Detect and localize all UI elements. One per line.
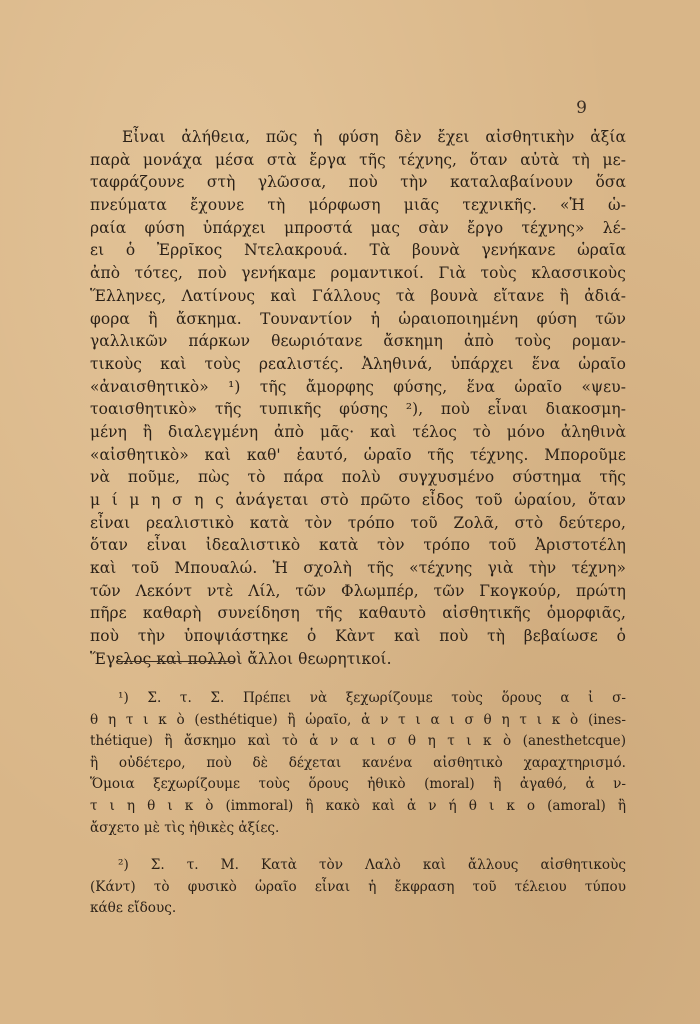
text-line: μένη ἢ διαλεγμένη ἀπὸ μᾶς· καὶ τέλος τὸ μόνο ἀληθινὰ <box>90 422 626 441</box>
text-line: νὰ ποῦμε, πὼς τὸ πάρα πολὺ συγχυσμένο σύστημα τῆς <box>90 468 626 487</box>
text-line: ἀπὸ τότες, ποὺ γενήκαμε ρομαντικοί. Γιὰ τοὺς κλασσικοὺς <box>90 264 626 283</box>
text-line: τικοὺς καὶ τοὺς ρεαλιστές. Ἀληθινά, ὑπάρχει ἕνα ὡραῖο <box>90 354 626 373</box>
text-line: παρὰ μονάχα μέσα στὰ ἔργα τῆς τέχνης, ὅταν αὐτὰ τὴ με- <box>90 150 626 169</box>
text-line: ταφράζουνε στὴ γλῶσσα, ποὺ τὴν καταλαβαίνουν ὅσα <box>90 173 626 192</box>
text-line: καὶ τοῦ Μπουαλώ. Ἡ σχολὴ τῆς «τέχνης γιὰ τὴν τέχνη» <box>90 559 626 578</box>
text-line: ὅταν εἶναι ἰδεαλιστικὸ κατὰ τὸν τρόπο τοῦ Ἀριστοτέλη <box>90 536 626 555</box>
text-line: μ ί μ η σ η ς ἀνάγεται στὸ πρῶτο εἶδος τοῦ ὡραίου, ὅταν <box>90 491 626 509</box>
footnote-1 <box>90 688 626 839</box>
footnote-line: θ η τ ι κ ὸ (esthétique) ἢ ὡραῖο, ἀ ν τ ι α ι σ θ η τ ι κ ὸ (ines- <box>90 711 626 728</box>
text-line: γαλλικῶν πάρκων θεωριότανε ἄσκημη ἀπὸ τοὺς ρομαν- <box>90 332 626 351</box>
footnote-line: κάθε εἴδους. <box>90 900 177 917</box>
text-line: εἶναι ρεαλιστικὸ κατὰ τὸν τρόπο τοῦ Ζολᾶ, στὸ δεύτερο, <box>90 513 626 532</box>
footnote-line: (Κάντ) τὸ φυσικὸ ὡραῖο εἶναι ἡ ἔκφραση τοῦ τέλειου τύπου <box>90 878 626 895</box>
text-line: τῶν Λεκόντ ντὲ Λίλ, τῶν Φλωμπέρ, τῶν Γκογκούρ, πρώτη <box>90 581 626 600</box>
text-line: Ἕλληνες, Λατίνους καὶ Γάλλους τὰ βουνὰ εἴτανε ἢ ἀδιά- <box>90 286 626 305</box>
text-line: ει ὁ Ἐρρῖκος Ντελακρουά. Τὰ βουνὰ γενήκανε ὡραῖα <box>90 241 626 260</box>
text-line: ποὺ τὴν ὑποψιάστηκε ὁ Κὰντ καὶ ποὺ τὴ βεβαίωσε ὁ <box>90 627 626 646</box>
footnote-separator <box>116 661 234 662</box>
text-line: τοαισθητικὸ» τῆς τυπικῆς φύσης ²), ποὺ εἶναι διακοσμη- <box>90 400 626 419</box>
footnote-2 <box>90 855 626 920</box>
text-line: Ἕγελος καὶ πολλοὶ ἄλλοι θεωρητικοί. <box>90 649 392 668</box>
footnote-line: Ὅμοια ξεχωρίζουμε τοὺς ὅρους ἠθικὸ (moral) ἢ ἀγαθό, ἀ ν- <box>90 776 626 793</box>
text-line: πνεύματα ἔχουνε τὴ μόρφωση μιᾶς τεχνικῆς. «Ἡ ὡ- <box>90 196 626 215</box>
footnote-line: ἄσχετο μὲ τὶς ἠθικὲς ἀξίες. <box>90 819 280 836</box>
text-line: φορα ἢ ἄσκημα. Τουναντίον ἡ ὡραιοποιημένη φύση τῶν <box>90 309 626 328</box>
main-text <box>90 126 626 671</box>
text-line: «ἀναισθητικὸ» ¹) τῆς ἄμορφης φύσης, ἕνα ὡραῖο «ψευ- <box>90 377 626 396</box>
text-line: «αἰσθητικὸ» καὶ καθ' ἑαυτό, ὡραῖο τῆς τέχνης. Μποροῦμε <box>90 445 626 464</box>
footnote-line: τ ι η θ ι κ ὸ (immoral) ἢ κακὸ καὶ ἀ ν ή θ ι κ ο (amoral) ἢ <box>90 797 626 814</box>
text-line: ραία φύση ὑπάρχει μπροστά μας σὰν ἔργο τέχνης» λέ- <box>90 218 626 237</box>
page-number: 9 <box>576 98 587 118</box>
text-line: Εἶναι ἀλήθεια, πῶς ἡ φύση δὲν ἔχει αἰσθητικὴν ἀξία <box>122 128 626 146</box>
footnote-line: ἢ οὐδέτερο, ποὺ δὲ δέχεται κανένα αἰσθητικὸ χαραχτηρισμό. <box>90 754 626 771</box>
footnote-line: thétique) ἢ ἄσκημο καὶ τὸ ἀ ν α ι σ θ η τ ι κ ὸ (anesthetcque) <box>90 733 626 750</box>
footnotes <box>90 688 626 920</box>
footnote-line: ¹) Σ. τ. Σ. Πρέπει νὰ ξεχωρίζουμε τοὺς ὅρους α ἰ σ- <box>118 690 626 706</box>
text-line: πῆρε καθαρὴ συνείδηση τῆς καθαυτὸ αἰσθητικῆς ὁμορφιᾶς, <box>90 604 626 623</box>
footnote-line: ²) Σ. τ. Μ. Κατὰ τὸν Λαλὸ καὶ ἄλλους αἰσθητικοὺς <box>118 857 626 874</box>
